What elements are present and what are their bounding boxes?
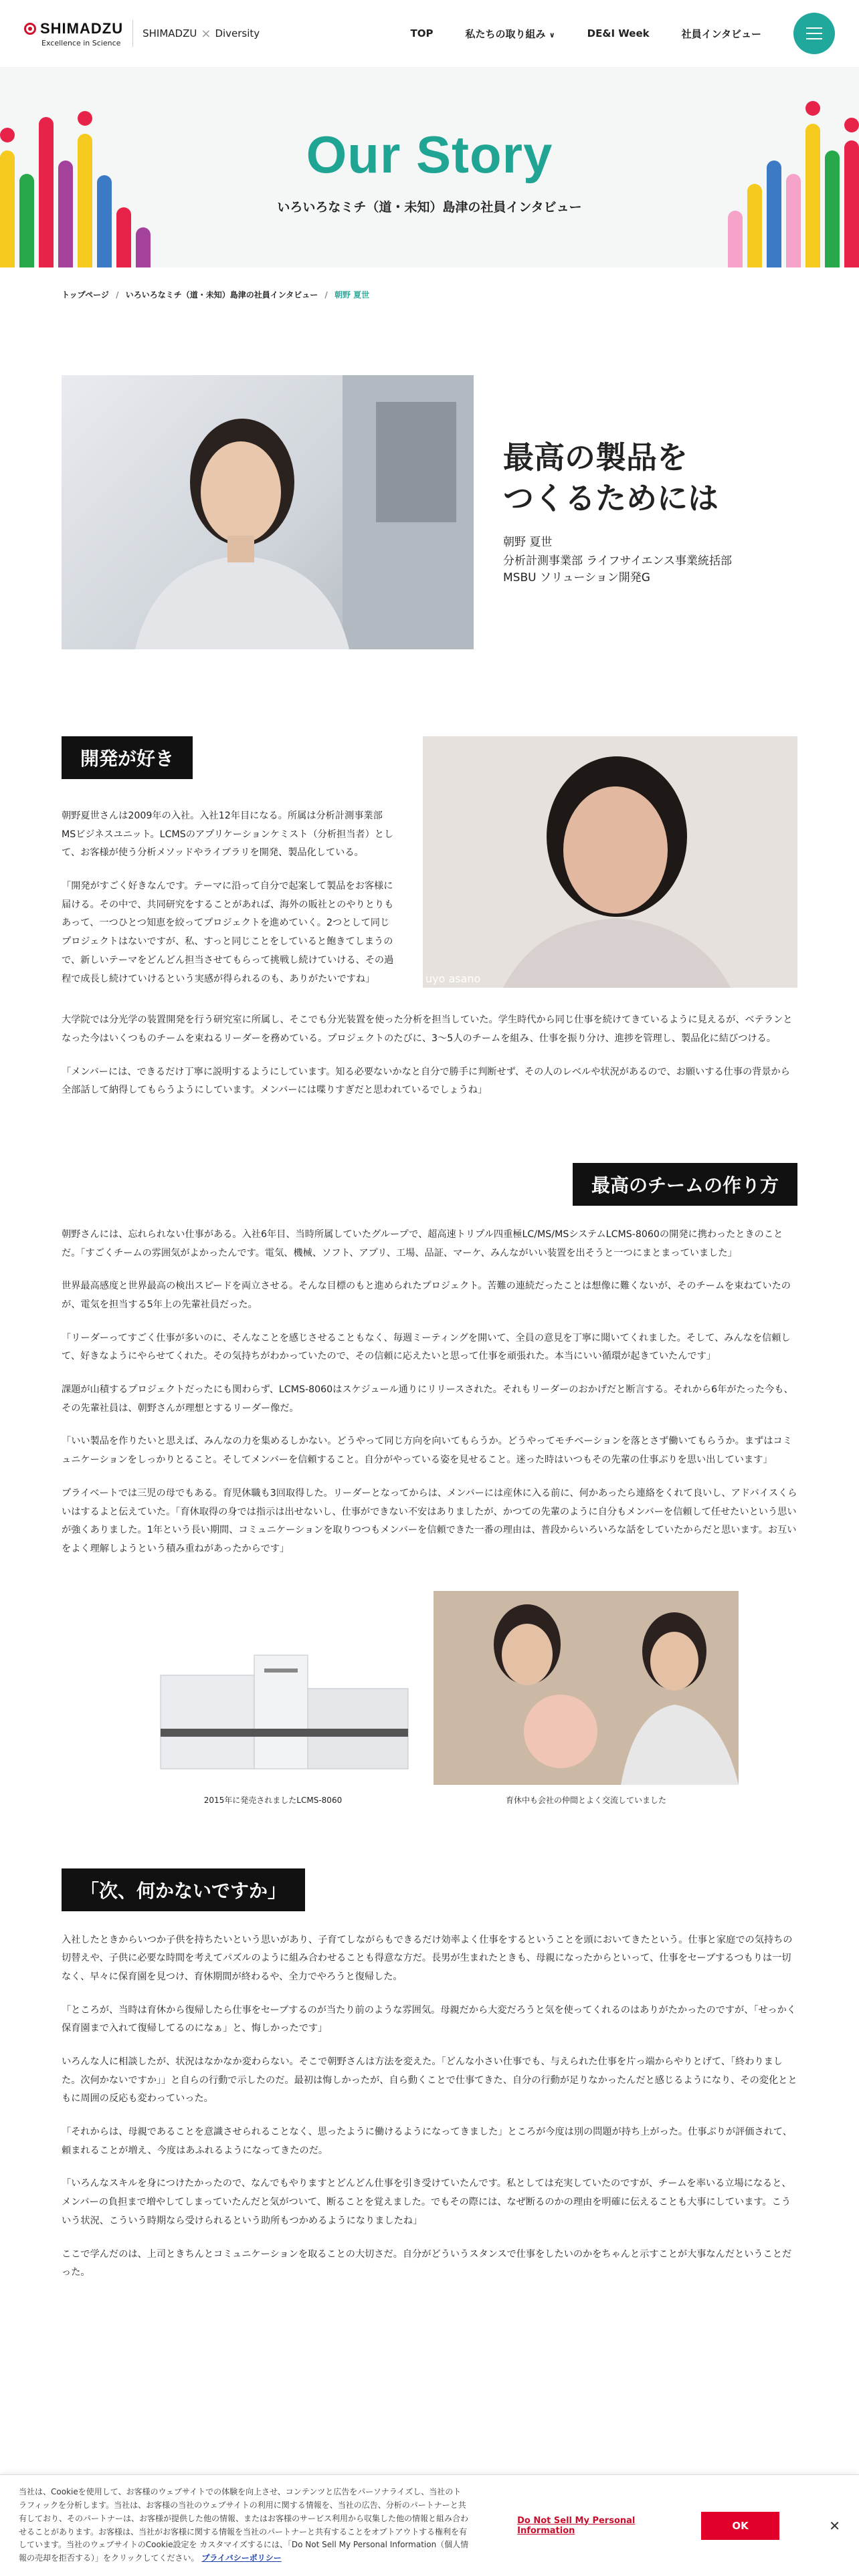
interview-title [503,437,732,518]
diversity-x: × [201,26,211,41]
section3-paragraph: ここで学んだのは、上司ときちんとコミュニケーションを取ることの大切さだ。自分がどういうスタンスで仕事をしたいのかをちゃんと示すことが大事なんだということだった。 [62,2248,792,2278]
menu-line-icon [806,38,822,39]
section3-paragraph: 「いろんなスキルを身につけたかったので、なんでもやりますとどんどん仕事を引き受けていたんです。私としては充実していたのですが、チームを率いる立場になると、メンバーの負担まで増やしてしまっていたんだと気がついて、断ることを覚えました。でもその際には、なぜ断るのかの理由を明確に伝えることも大事にしています。こういう状況、こういう時期なら受けられるという助所もつかめるようになりましたね」 [62,2178,791,2226]
cookie-banner [0,2474,859,2576]
chevron-down-icon: ∨ [549,30,555,39]
video-still[interactable] [423,736,797,988]
breadcrumb-separator: / [116,290,119,300]
main-nav [411,27,762,41]
lcms-instrument-photo [120,1635,425,1785]
menu-line-icon [806,27,822,29]
nav-dei-week[interactable]: DE&I Week [587,27,650,39]
video-speaker-label: uyo asano [425,972,481,985]
cookie-text [19,2486,469,2565]
diversity-label: Diversity [215,27,260,39]
section1-paragraph: 朝野夏世さんは2009年の入社。入社12年目になる。所属は分析計測事業部MSビジネスユニット。LCMSのアプリケーションケミスト（分析担当者）として、お客様が使う分析メソッドやライブラリを開発、製品化している。 [62,811,394,859]
section2-paragraph: プライベートでは三児の母でもある。育児休職も3回取得した。リーダーとなってからは、メンバーには産休に入る前に、何かあったら連絡をくれて良いし、アドバイスくらいはするよと伝えていた。「育休取得の身では指示は出せないし、仕事ができない不安はありましたが、かつての先輩のように自分もメンバーを信頼して任せたいという思いが強くありました。1年という長い期間、コミュニケーションを取りつつもメンバーを信頼できた一番の理由は、普段からいろいろな話をしていたからだと思います。お互いをよく理解しようという積み重ねがあったからです」 [62,1487,797,1554]
intro-text [503,437,732,586]
hero-title: Our Story [306,125,553,184]
decorative-bars-left [0,117,151,267]
hero-banner [0,67,859,267]
article-body [0,736,859,2282]
portrait-photo [62,375,474,649]
interview-title-line2: つくるためには [503,480,719,516]
decorative-bars-right [728,124,859,267]
breadcrumb-home[interactable]: トップページ [62,290,109,300]
logo-text: SHIMADZU [40,19,124,37]
diversity-brand-shimadzu: SHIMADZU [142,27,197,39]
nav-interviews[interactable]: 社員インタビュー [681,27,761,40]
photo-childcare [434,1591,739,1806]
section3-heading: 「次、何かないですか」 [62,1868,305,1911]
interview-title-line1: 最高の製品を [503,439,688,476]
photo-gallery [62,1591,797,1806]
logo-tagline: Excellence in Science [41,38,121,47]
section1-heading: 開発が好き [62,736,193,779]
section2-paragraph: 朝野さんには、忘れられない仕事がある。入社6年目、当時所属していたグループで、超高速トリプル四重極LC/MS/MSシステムLCMS-8060の開発に携わったときのことだ。「すごくチームの雰囲気がよかったんです。電気、機械、ソフト、アプリ、工場、品証、マーケ、みんながいい装置を出そうと一つにまとまっていました」 [62,1228,783,1259]
section2-heading: 最高のチームの作り方 [573,1163,797,1206]
section3-paragraph: いろんな人に相談したが、状況はなかなか変わらない。そこで朝野さんは方法を変えた。「どんな小さい仕事でも、与えられた仕事を片っ端からやりとげて、「終わりました。次何かないですか」」と自らの行動で示したのだ。最初は悔しかったが、自ら動くことで仕事てきた、自分の行動が足りなかったんだと感じるようになり、その変化とともに周囲の反応も変わっていった。 [62,2056,797,2105]
childcare-photo [434,1591,739,1785]
section3-paragraph: 入社したときからいつか子供を持ちたいという思いがあり、子育てしながらもできるだけ効率よく仕事をするということを頭においてきたという。仕事と家庭での気持ちの切替えや、子供に必要な時間を考えてパズルのように組み合わせることも得意な方だ。長男が生まれたときも、母親になったからといって、仕事をセーブするつもりは一切なく、早々に保育園を見つけ、育休期間が終わるや、全力でやろうと復帰した。 [62,1934,793,1982]
header-divider [132,20,133,47]
nav-initiatives[interactable] [465,27,555,41]
section2-paragraph: 世界最高感度と世界最高の検出スピードを両立させる。そんな目標のもと進められたプロジェクト。苦難の連続だったことは想像に難くないが、そのチームを束ねていたのが、電気を担当する5年上の先輩社員だった。 [62,1281,791,1310]
breadcrumb-interviews[interactable]: いろいろなミチ（道・未知）島津の社員インタビュー [125,290,318,300]
do-not-sell-link[interactable]: Do Not Sell My Personal Information [517,2515,636,2536]
section2-paragraph: 「いい製品を作りたいと思えば、みんなの力を集めるしかない。どうやって同じ方向を向いてもらうか。どうやってモチベーションを落とさず働いてもらうか。まずはコミュニケーションをしっかりとること。そしてメンバーを信頼すること。自分がやっている姿を見せること。迷った時はいつもその先輩の仕事ぶりを思い出しています」 [62,1436,792,1466]
breadcrumb-current: 朝野 夏世 [334,290,370,300]
section1-paragraph: 「メンバーには、できるだけ丁寧に説明するようにしています。知る必要ないかなと自分で勝手に判断せず、その人のレベルや状況があるので、お願いする仕事の背景から全部話して納得してもらうようにしています。メンバーには喋りすぎだと思われているでしょうね」 [62,1066,790,1096]
department-line1: 分析計測事業部 ライフサイエンス事業統括部 [503,554,733,568]
hero-subtitle: いろいろなミチ（道・未知）島津の社員インタビュー [277,200,582,215]
section1-paragraph: 大学院では分光学の装置開発を行う研究室に所属し、そこでも分光装置を使った分析を担当していた。学生時代から同じ仕事を続けてきているように見えるが、ベテランとなった今はいくつものチームを束ねるリーダーを務めている。プロジェクトのたびに、3〜5人のチームを組み、仕事を振り分け、進捗を管理し、製品化に結びつける。 [62,1014,793,1044]
interview-intro [0,322,859,649]
shimadzu-logo[interactable] [24,20,123,47]
cookie-ok-button[interactable]: OK [701,2512,779,2540]
section2-paragraph: 「リーダーってすごく仕事が多いのに、そんなことを感じさせることもなく、毎週ミーティングを開いて、全員の意見を丁寧に聞いてくれました。そして、みんなを信頼して、好きなようにやらせてくれた。その気持ちがわかっていたので、その信頼に応えたいと思って仕事を頑張れた。本当にいい循環が起きていたんです」 [62,1332,791,1362]
shimadzu-mark-icon [24,23,36,35]
interviewee-name: 朝野 夏世 [503,535,553,549]
diversity-brand[interactable] [142,27,260,41]
photo-caption: 2015年に発売されましたLCMS-8060 [203,1795,343,1805]
menu-line-icon [806,33,822,34]
cookie-message: 当社は、Cookieを使用して、お客様のウェブサイトでの体験を向上させ、コンテンツと広告をパーソナライズし、当社のトラフィックを分析します。当社は、お客様の当社のウェブサイトの利用に関する情報を、当社の広告、分析のパートナーと共有しており、そのパートナーは、お客様が提供した他の情報、またはお客様のサービス利用から収集した他の情報と組み合わせることがあります。お客様は、当社がお客様に関する情報を当社のパートナーと共有することをオプトアウトする権利を有しています。当社のウェブサイトのCookie設定を カスタマイズするには、「Do Not Sell My Personal Information（個人情報の売却を拒否する）」をクリックしてください。 [19,2487,469,2563]
breadcrumb [0,267,859,322]
breadcrumb-separator: / [324,290,328,300]
hamburger-menu-button[interactable] [793,13,835,54]
interviewee-department [503,553,732,587]
section3-paragraph: 「それからは、母親であることを意識させられることなく、思ったように働けるようになってきました」ところが今度は別の問題が持ち上がった。仕事ぶりが評価されて、頼まれることが増え、今度はあふれるようになってきたのだ。 [62,2127,792,2156]
photo-caption: 育休中も会社の仲間とよく交流していました [505,1795,666,1805]
nav-initiatives-label: 私たちの取り組み [465,27,546,40]
nav-top[interactable]: TOP [410,27,434,39]
section2-paragraph: 課題が山積するプロジェクトだったにも関わらず、LCMS-8060はスケジュール通りにリリースされた。それもリーダーのおかげだと断言する。それから6年がたった今も、その先輩社員は、朝野さんが理想とするリーダー像だ。 [62,1384,793,1414]
photo-lcms [120,1591,425,1806]
site-header [0,0,859,67]
section3-paragraph: 「ところが、当時は育休から復帰したら仕事をセーブするのが当たり前のような雰囲気。母親だから大変だろうと気を使ってくれるのはありがたかったのですが、「せっかく保育園まで入れて復帰してるのになぁ」と、悔しかったです」 [62,2004,796,2034]
privacy-policy-link[interactable]: プライバシーポリシー [201,2553,282,2563]
department-line2: MSBU ソリューション開発G [503,571,650,585]
section-love-development [62,736,797,988]
close-icon[interactable]: ✕ [829,2517,840,2534]
section1-paragraph: 「開発がすごく好きなんです。テーマに沿って自分で起案して製品をお客様に届ける。その中で、共同研究をすることがあれば、海外の販社とのやりとりもあって、一つひとつ知恵を絞ってプロジェクトを進めていく。2つとして同じプロジェクトはないですが、私、すっと同じことをしていると飽きてしまうので、新しいテーマをどんどん担当させてもらって挑戦し続けていける、その過程で成長し続けていけるという実感が得られるのも、ありがたいですね」 [62,881,394,984]
section-next-challenge [62,1868,797,2282]
